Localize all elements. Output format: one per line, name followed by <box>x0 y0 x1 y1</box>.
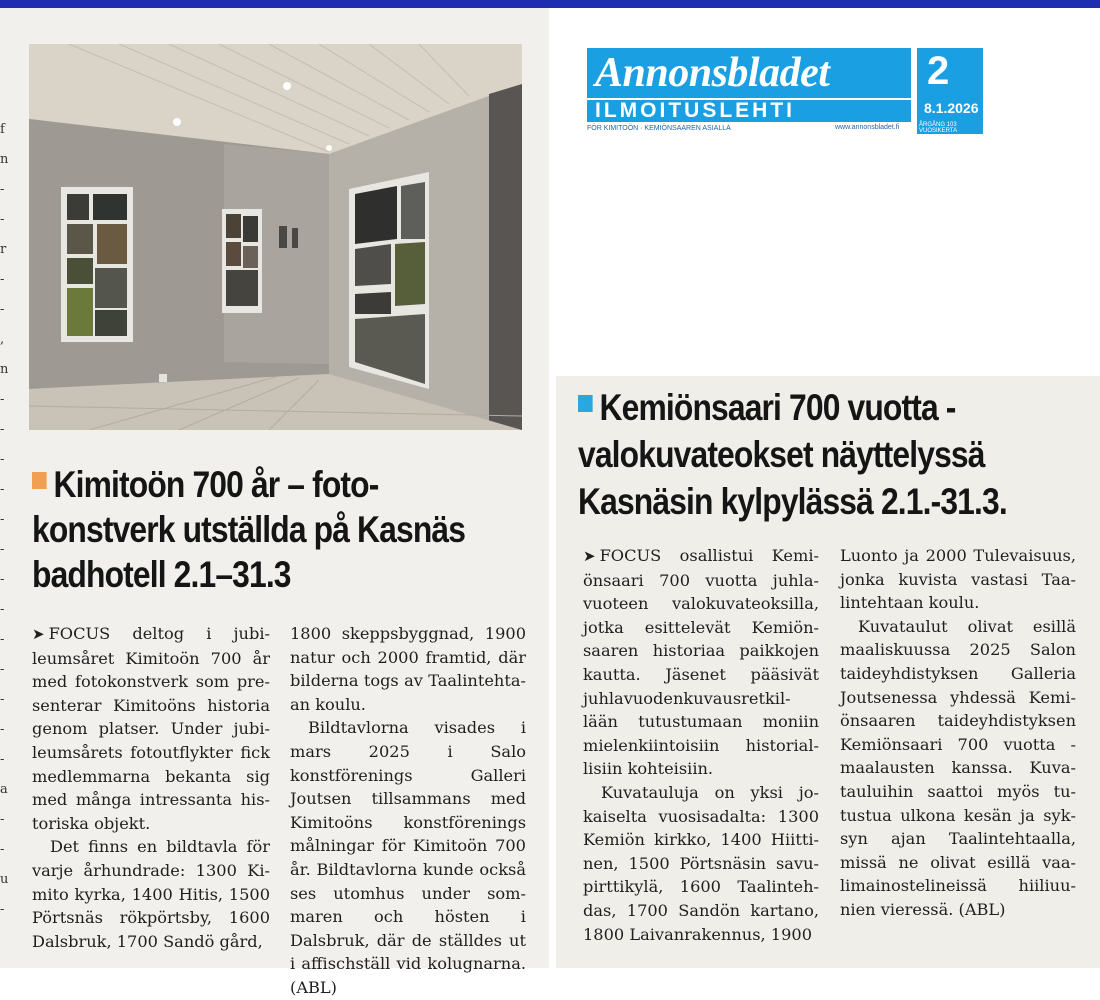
edge-fragment: - <box>0 722 5 737</box>
edge-fragment: - <box>0 662 5 677</box>
gallery-photo <box>29 44 522 430</box>
edge-fragment: - <box>0 632 5 647</box>
adjacent-column-edge <box>0 120 14 940</box>
newspaper-logo <box>587 48 983 134</box>
right-headline: Kemiönsaari 700 vuotta -valokuvateokset näyttelyssä Kasnäsin kylpylässä 2.1.-31.3. <box>578 387 1007 522</box>
right-article-column-1 <box>583 544 819 946</box>
edge-fragment: u <box>0 872 9 887</box>
paragraph: Bildtavlorna visades i mars 2025 i Salo konstförenings Galleri Joutsen tillsammans med Kimitoöns konstförenings målningar för Kimitoön 700 år. Bildtavlorna kunde också ses utomhus under sommaren och hösten i Dalsbruk, där de ställdes ut i affischställ vid kolugnarna. (ABL) <box>290 718 526 997</box>
edge-fragment: - <box>0 302 5 317</box>
top-accent-bar <box>0 0 1100 8</box>
arrow-icon: ➤ <box>32 625 45 643</box>
paragraph: Det finns en bildtavla för varje århundrade: 1300 Kimito kyrka, 1400 Hitis, 1500 Pörtsnäs rökpörtsby, 1600 Dalsbruk, 1700 Sandö gård, <box>32 837 270 951</box>
issue-date: 8.1.2026 <box>924 100 979 116</box>
issue-number: 2 <box>927 49 950 93</box>
blue-marker-square <box>578 395 593 412</box>
edge-fragment: - <box>0 512 5 527</box>
edge-fragment: a <box>0 782 8 797</box>
left-headline: Kimitoön 700 år – fotokonstverk utställda på Kasnäs badhotell 2.1–31.3 <box>32 464 466 595</box>
edge-fragment: n <box>0 152 9 167</box>
logo-url: www.annonsbladet.fi <box>835 124 900 131</box>
paragraph: ➤ FOCUS deltog i jubileumsåret Kimitoön 700 år med fotokonstverk som presenterar Kimitoöns historia genom platser. Under jubileumsårets fotoutflykter fick medlemmarna bekanta sig med många intressanta historiska objekt. <box>32 624 270 833</box>
edge-fragment: - <box>0 452 5 467</box>
edge-fragment: - <box>0 182 5 197</box>
edge-fragment: - <box>0 482 5 497</box>
left-article-column-2 <box>290 622 526 1000</box>
paragraph: ➤ FOCUS osallistui Kemiönsaari 700 vuotta juhlavuoteen valokuvateoksilla, jotka esittelevät Kemiönsaaren historiaa paikkojen kautta. Jäsenet pääsivät juhlavuodenkuvausretkillään tutustumaan moniin mielenkiintoisiin historiallisiin kohteisiin. <box>583 546 819 779</box>
arrow-icon: ➤ <box>583 547 596 565</box>
volume-info: ÅRGÅNG 103 VUOSIKERTA <box>919 122 958 134</box>
edge-fragment: - <box>0 902 5 917</box>
edge-fragment: - <box>0 542 5 557</box>
edge-fragment: , <box>0 332 5 347</box>
logo-subtitle: ILMOITUSLEHTI <box>595 99 795 122</box>
orange-marker-square <box>32 472 47 489</box>
right-article-column-2 <box>840 544 1076 922</box>
edge-fragment: - <box>0 272 5 287</box>
paragraph: 1800 skeppsbyggnad, 1900 natur och 2000 framtid, där bilderna togs av Taalintehtaan koulu. <box>290 624 526 714</box>
edge-fragment: - <box>0 212 5 227</box>
edge-fragment: - <box>0 812 5 827</box>
edge-fragment: n <box>0 362 9 377</box>
paragraph: Luonto ja 2000 Tulevaisuus, jonka kuvista vastasi Taalintehtaan koulu. <box>840 546 1076 613</box>
logo-tagline: FÖR KIMITOÖN · KEMIÖNSAAREN ASIALLA <box>587 125 731 132</box>
edge-fragment: f <box>0 122 5 137</box>
edge-fragment: r <box>0 242 7 257</box>
edge-fragment: - <box>0 602 5 617</box>
edge-fragment: - <box>0 842 5 857</box>
edge-fragment: - <box>0 422 5 437</box>
paragraph: Kuvatauluja on yksi jokaiselta vuosisadalta: 1300 Kemiön kirkko, 1400 Hiittinen, 1500 Pörtsnäsin savupirttikylä, 1600 Taalintehdas, 1700 Sandön kartano, 1800 Laivanrakennus, 1900 <box>583 782 819 944</box>
edge-fragment: - <box>0 752 5 767</box>
paragraph: Kuvataulut olivat esillä maaliskuussa 2025 Salon taideyhdistyksen Galleria Joutsenessa yhdessä Kemiönsaaren taideyhdistyksen Kemiönsaari 700 vuotta -maalausten kanssa. Kuvatauluihin saattoi myös tutustua ulkona kesän ja syksyn ajan Taalintehtaalla, missä ne olivat esillä vaalimainostelineissä hiiliuunien vieressä. (ABL) <box>840 616 1076 919</box>
edge-fragment: - <box>0 692 5 707</box>
logo-title: Annonsbladet <box>595 50 830 96</box>
left-article-column-1 <box>32 622 270 953</box>
edge-fragment: - <box>0 392 5 407</box>
edge-fragment: - <box>0 572 5 587</box>
